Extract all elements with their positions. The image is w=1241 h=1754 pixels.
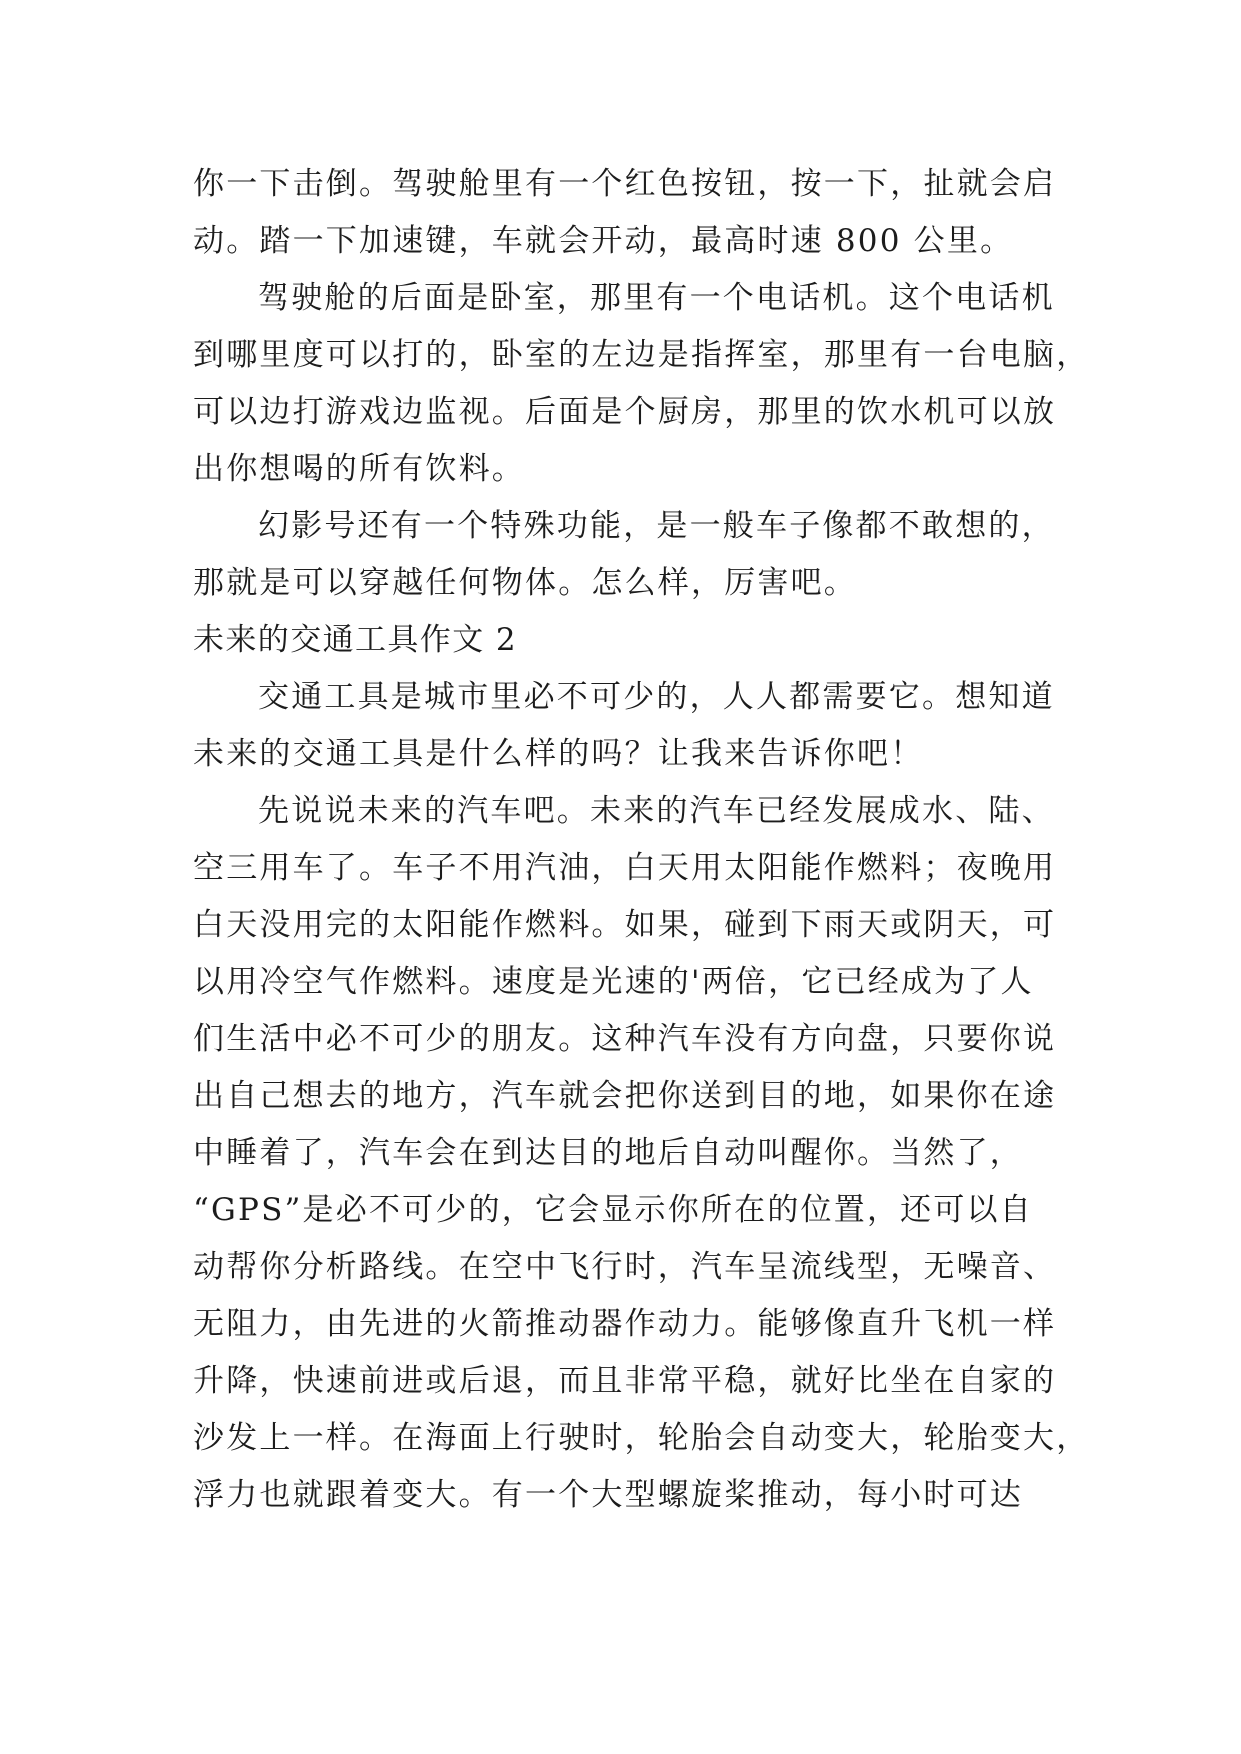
body-text-line: 升降，快速前进或后退，而且非常平稳，就好比坐在自家的 [193, 1363, 1057, 1399]
body-text-line: 未来的交通工具是什么样的吗？让我来告诉你吧！ [193, 736, 924, 772]
body-text-line: 可以边打游戏边监视。后面是个厨房，那里的饮水机可以放 [193, 394, 1057, 430]
paragraph-first-line: 交通工具是城市里必不可少的，人人都需要它。想知道 [258, 679, 1055, 715]
paragraph-first-line: 幻影号还有一个特殊功能，是一般车子像都不敢想的， [258, 508, 1055, 544]
section-heading: 未来的交通工具作文 2 [193, 622, 517, 658]
paragraph-first-line: 先说说未来的汽车吧。未来的汽车已经发展成水、陆、 [258, 793, 1055, 829]
body-text-line: 动帮你分析路线。在空中飞行时，汽车呈流线型，无噪音、 [193, 1249, 1057, 1285]
body-text-line: 那就是可以穿越任何物体。怎么样，厉害吧。 [193, 565, 857, 601]
body-text-line: 动。踏一下加速键，车就会开动，最高时速 800 公里。 [193, 223, 1014, 259]
body-text-line: 白天没用完的太阳能作燃料。如果，碰到下雨天或阴天，可 [193, 907, 1057, 943]
body-text-line: “GPS”是必不可少的，它会显示你所在的位置，还可以自 [193, 1192, 1033, 1228]
body-text-line: 你一下击倒。驾驶舱里有一个红色按钮，按一下，扯就会启 [193, 166, 1057, 202]
body-text-line: 们生活中必不可少的朋友。这种汽车没有方向盘，只要你说 [193, 1021, 1057, 1057]
body-text-line: 无阻力，由先进的火箭推动器作动力。能够像直升飞机一样 [193, 1306, 1057, 1342]
body-text-line: 空三用车了。车子不用汽油，白天用太阳能作燃料；夜晚用 [193, 850, 1057, 886]
body-text-line: 中睡着了，汽车会在到达目的地后自动叫醒你。当然了， [193, 1135, 1023, 1171]
body-text-line: 浮力也就跟着变大。有一个大型螺旋桨推动，每小时可达 [193, 1477, 1023, 1513]
body-text-line: 以用冷空气作燃料。速度是光速的'两倍，它已经成为了人 [193, 964, 1034, 1000]
body-text-line: 沙发上一样。在海面上行驶时，轮胎会自动变大，轮胎变大， [193, 1420, 1090, 1456]
paragraph-first-line: 驾驶舱的后面是卧室，那里有一个电话机。这个电话机 [258, 280, 1055, 316]
body-text-line: 出你想喝的所有饮料。 [193, 451, 525, 487]
body-text-line: 到哪里度可以打的，卧室的左边是指挥室，那里有一台电脑， [193, 337, 1090, 373]
body-text-line: 出自己想去的地方，汽车就会把你送到目的地，如果你在途 [193, 1078, 1057, 1114]
